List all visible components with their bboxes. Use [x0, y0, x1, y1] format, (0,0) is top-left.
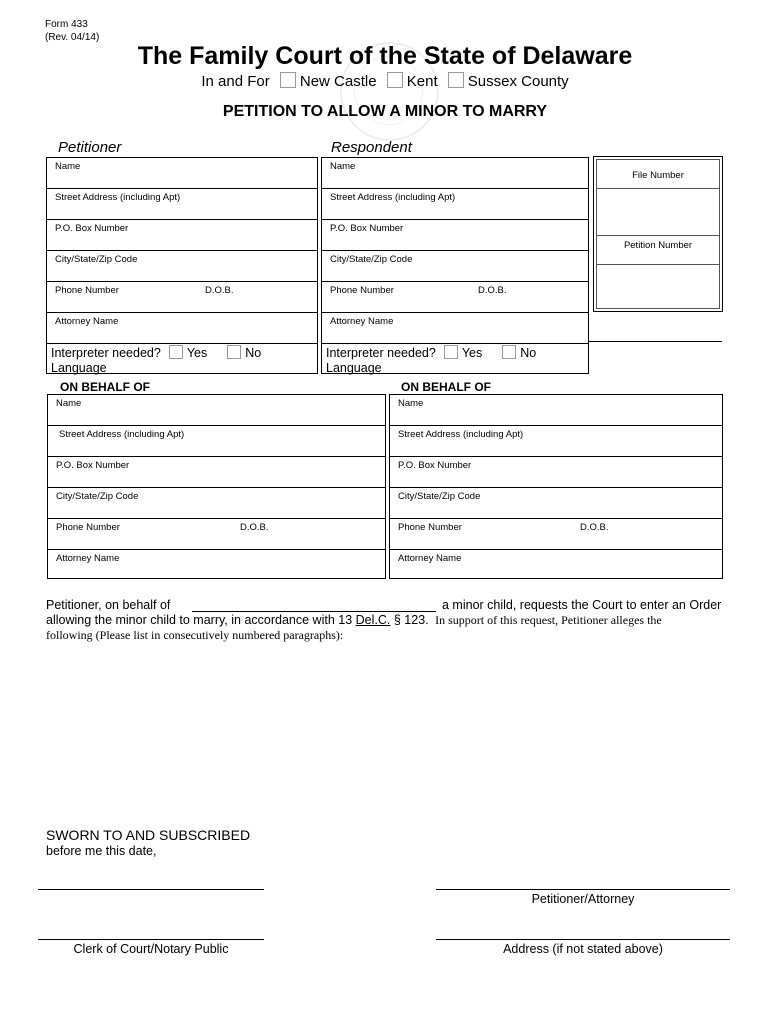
petition-number-field[interactable] [596, 264, 720, 309]
left-street-field[interactable] [48, 426, 385, 457]
field-label: Attorney Name [55, 316, 119, 327]
field-label: Street Address (including Apt) [59, 429, 185, 440]
sussex-label: Sussex County [467, 73, 569, 90]
petitioner-attorney-field[interactable] [47, 313, 317, 344]
field-label: Phone Number [56, 522, 120, 533]
dob-label: D.O.B. [240, 522, 269, 533]
interpreter-row-extension-line [589, 341, 722, 342]
form-revision: (Rev. 04/14) [45, 32, 100, 43]
language-label: Language [51, 361, 107, 375]
in-and-for-label: In and For [201, 73, 270, 90]
dob-label: D.O.B. [580, 522, 609, 533]
field-label: Name [398, 398, 424, 409]
field-label: Name [56, 398, 82, 409]
statement-line2 [46, 613, 662, 628]
right-name-field[interactable] [390, 395, 722, 426]
field-label: City/State/Zip Code [398, 491, 481, 502]
left-phone-field[interactable] [48, 519, 385, 550]
minor-child-name-line[interactable] [192, 611, 436, 612]
notary-date-line[interactable] [38, 889, 264, 890]
respondent-heading: Respondent [331, 139, 412, 156]
petitioner-heading: Petitioner [58, 139, 122, 156]
petitioner-street-field[interactable] [47, 189, 317, 220]
left-name-field[interactable] [48, 395, 385, 426]
petitioner-box [46, 157, 318, 374]
respondent-phone-field[interactable] [322, 282, 588, 313]
no-label: No [520, 346, 537, 360]
kent-checkbox[interactable] [387, 72, 403, 88]
field-label: Street Address (including Apt) [398, 429, 524, 440]
field-label: Phone Number [55, 285, 119, 296]
sworn-line2: before me this date, [46, 844, 157, 858]
field-label: P.O. Box Number [56, 460, 130, 471]
petition-title: PETITION TO ALLOW A MINOR TO MARRY [222, 103, 548, 120]
interpreter-label: Interpreter needed? [326, 346, 436, 360]
field-label: Attorney Name [330, 316, 394, 327]
statement-serif2: following (Please list in consecutively numbered paragraphs): [46, 628, 344, 642]
respondent-street-field[interactable] [322, 189, 588, 220]
county-selector [0, 72, 770, 90]
on-behalf-right-box [389, 394, 723, 579]
statute-abbreviation: Del.C. [355, 613, 391, 627]
respondent-interpreter-yes-checkbox[interactable] [444, 345, 458, 359]
respondent-name-field[interactable] [322, 158, 588, 189]
right-attorney-field[interactable] [390, 550, 722, 581]
petition-number-label: Petition Number [596, 235, 720, 265]
field-label: City/State/Zip Code [55, 254, 138, 265]
allegations-area[interactable] [46, 648, 724, 818]
field-label: Street Address (including Apt) [330, 192, 456, 203]
file-number-field[interactable] [596, 188, 720, 236]
field-label: Name [55, 161, 81, 172]
file-number-label: File Number [596, 159, 720, 189]
court-title: The Family Court of the State of Delaware [137, 42, 633, 70]
file-number-box [593, 156, 723, 312]
address-line[interactable] [436, 939, 730, 940]
field-label: Street Address (including Apt) [55, 192, 181, 203]
yes-label: Yes [186, 346, 208, 360]
dob-label: D.O.B. [205, 285, 234, 296]
petitioner-city-field[interactable] [47, 251, 317, 282]
form-identifier [45, 18, 99, 44]
petitioner-phone-field[interactable] [47, 282, 317, 313]
respondent-city-field[interactable] [322, 251, 588, 282]
left-city-field[interactable] [48, 488, 385, 519]
petitioner-interpreter-no-checkbox[interactable] [227, 345, 241, 359]
sworn-line1: SWORN TO AND SUBSCRIBED [46, 827, 251, 843]
field-label: Phone Number [330, 285, 394, 296]
right-phone-field[interactable] [390, 519, 722, 550]
clerk-label: Clerk of Court/Notary Public [73, 942, 229, 956]
clerk-signature-line[interactable] [38, 939, 264, 940]
address-label: Address (if not stated above) [503, 942, 663, 956]
field-label: P.O. Box Number [330, 223, 404, 234]
field-label: Name [330, 161, 356, 172]
statement-serif1: In support of this request, Petitioner alleges the [435, 613, 662, 627]
left-attorney-field[interactable] [48, 550, 385, 581]
respondent-box [321, 157, 589, 374]
right-city-field[interactable] [390, 488, 722, 519]
statute-section: § 123. [393, 613, 429, 627]
field-label: Phone Number [398, 522, 462, 533]
statement-part1: Petitioner, on behalf of [46, 598, 171, 612]
new-castle-label: New Castle [299, 73, 377, 90]
field-label: Attorney Name [56, 553, 120, 564]
respondent-attorney-field[interactable] [322, 313, 588, 344]
on-behalf-left-box [47, 394, 386, 579]
petitioner-interpreter-row [47, 344, 317, 375]
respondent-interpreter-no-checkbox[interactable] [502, 345, 516, 359]
right-pobox-field[interactable] [390, 457, 722, 488]
right-street-field[interactable] [390, 426, 722, 457]
petitioner-interpreter-yes-checkbox[interactable] [169, 345, 183, 359]
field-label: P.O. Box Number [398, 460, 472, 471]
field-label: Attorney Name [398, 553, 462, 564]
no-label: No [245, 346, 262, 360]
field-label: City/State/Zip Code [330, 254, 413, 265]
on-behalf-left-heading: ON BEHALF OF [60, 380, 150, 394]
field-label: P.O. Box Number [55, 223, 129, 234]
interpreter-label: Interpreter needed? [51, 346, 161, 360]
left-pobox-field[interactable] [48, 457, 385, 488]
on-behalf-right-heading: ON BEHALF OF [401, 380, 491, 394]
field-label: City/State/Zip Code [56, 491, 139, 502]
sussex-checkbox[interactable] [448, 72, 464, 88]
yes-label: Yes [461, 346, 483, 360]
statement-part3: allowing the minor child to marry, in accordance with 13 [46, 613, 353, 627]
new-castle-checkbox[interactable] [280, 72, 296, 88]
petitioner-pobox-field[interactable] [47, 220, 317, 251]
petitioner-attorney-label: Petitioner/Attorney [531, 892, 635, 906]
form-number: Form 433 [45, 19, 88, 30]
petitioner-signature-line[interactable] [436, 889, 730, 890]
respondent-interpreter-row [322, 344, 588, 375]
language-label: Language [326, 361, 382, 375]
petitioner-name-field[interactable] [47, 158, 317, 189]
dob-label: D.O.B. [478, 285, 507, 296]
respondent-pobox-field[interactable] [322, 220, 588, 251]
statement-part2: a minor child, requests the Court to enter an Order [442, 598, 722, 612]
kent-label: Kent [406, 73, 438, 90]
